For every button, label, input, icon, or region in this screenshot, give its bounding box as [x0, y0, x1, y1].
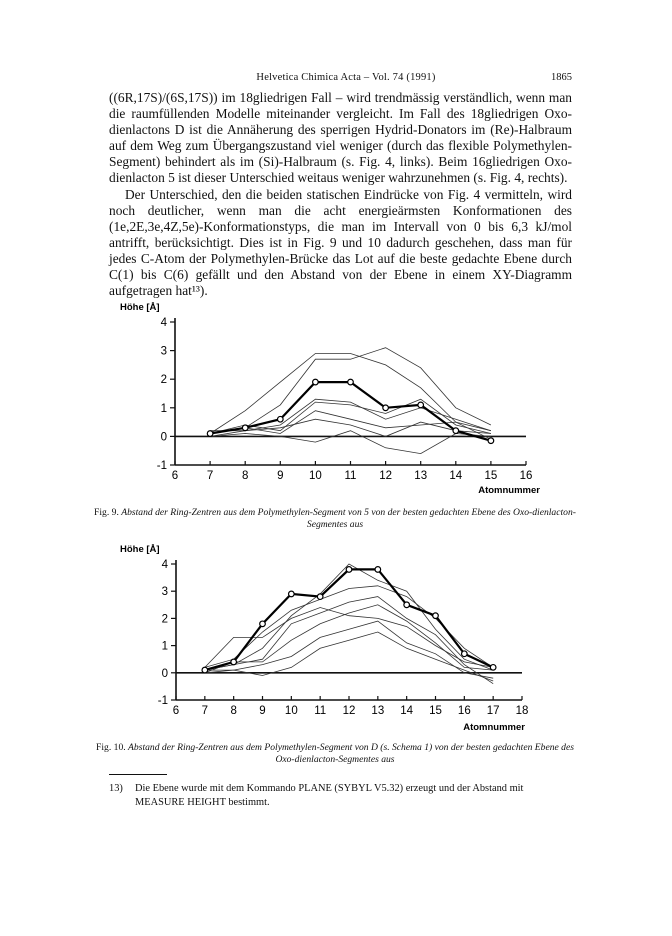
fig10-highlight-point — [346, 567, 352, 573]
fig10-highlight-point — [289, 591, 295, 597]
fig10-y-tick-label: -1 — [157, 695, 168, 707]
fig10-series-3-line — [205, 608, 493, 668]
figure-9-ylabel: Höhe [Å] — [120, 302, 160, 313]
fig10-y-tick-label: 3 — [161, 586, 168, 599]
fig9-series-2-line — [210, 348, 491, 434]
fig10-highlight-point — [231, 659, 237, 665]
fig10-highlight-point — [490, 665, 496, 671]
fig9-x-tick-label: 6 — [171, 470, 179, 482]
fig10-y-tick-label: 4 — [161, 559, 168, 571]
footnote-rule — [109, 774, 167, 775]
journal-title: Helvetica Chimica Acta – Vol. 74 (1991) — [256, 72, 436, 83]
fig9-x-tick-label: 13 — [414, 470, 428, 482]
fig9-highlight-point — [453, 428, 459, 434]
figure-10-xlabel: Atomnummer — [463, 722, 525, 733]
fig9-y-tick-label: 3 — [160, 345, 167, 358]
fig9-x-tick-label: 14 — [449, 470, 463, 482]
footnote-text: Die Ebene wurde mit dem Kommando PLANE (SYBYL V5.32) erzeugt und der Abstand mit MEASURE HEIGHT bestimmt. — [135, 783, 524, 808]
fig9-x-tick-label: 7 — [206, 470, 214, 482]
fig9-highlight-line — [210, 382, 491, 441]
page-number: 1865 — [551, 72, 572, 83]
fig9-highlight-point — [348, 379, 354, 385]
fig9-y-tick-label: 1 — [160, 402, 167, 415]
fig9-y-tick-label: 4 — [160, 317, 167, 329]
figure-9-caption — [90, 507, 580, 531]
fig10-highlight-point — [375, 567, 381, 573]
footnote — [109, 782, 572, 810]
fig10-highlight-point — [202, 667, 208, 673]
fig9-highlight-point — [313, 379, 319, 385]
fig10-x-tick-label: 17 — [486, 705, 500, 717]
fig9-x-tick-label: 12 — [379, 470, 392, 482]
paragraph-1: ((6R,17S)/(6S,17S)) im 18gliedrigen Fall – wird trendmässig verständlich, wenn man die raumfüllenden Modelle miteinander vergleicht. Im Fall des 18gliedrigen Oxo-dienlactons D ist die Annäherung des sperrigen Hydrid-Donators im (Re)-Halbraum auf dem Weg zum Übergangszustand viel weniger (durch das flexible Polymethylen-Segment) behindert als im (Si)-Halbraum (s. Fig. 4, links). Beim 16gliedrigen Oxo-dienlacton 5 ist dieser Unterschied weitaus weniger wahrzunehmen (s. Fig. 4, rechts). — [109, 90, 572, 186]
figure-10-chart — [0, 540, 672, 736]
fig9-highlight-point — [418, 402, 424, 408]
body-text — [109, 90, 572, 299]
fig10-highlight-point — [260, 621, 266, 627]
figure-10-caption-label: Fig. 10. — [96, 742, 126, 753]
fig10-x-tick-label: 7 — [201, 705, 209, 717]
fig9-highlight-point — [207, 431, 213, 437]
fig10-highlight-point — [433, 613, 439, 619]
fig9-y-tick-label: 2 — [160, 374, 167, 387]
figure-9-svg — [0, 296, 672, 496]
fig10-x-tick-label: 14 — [400, 705, 414, 717]
fig10-x-tick-label: 11 — [314, 705, 327, 717]
fig10-x-tick-label: 13 — [371, 705, 385, 717]
fig9-x-tick-label: 15 — [484, 470, 498, 482]
figure-10-svg — [0, 540, 672, 736]
fig10-x-tick-label: 6 — [172, 705, 180, 717]
figure-9-chart — [0, 296, 672, 496]
fig10-x-tick-label: 12 — [342, 705, 356, 717]
fig10-y-tick-label: 2 — [161, 613, 168, 626]
figure-9-xlabel: Atomnummer — [478, 485, 540, 496]
fig10-series-5-line — [205, 605, 493, 673]
fig9-x-tick-label: 9 — [277, 470, 284, 482]
fig9-highlight-point — [383, 405, 389, 411]
fig9-series-4-line — [210, 399, 491, 433]
fig9-y-tick-label: -1 — [156, 460, 167, 472]
paragraph-2: Der Unterschied, den die beiden statischen Eindrücke von Fig. 4 vermitteln, wird noch deutlicher, wenn man die acht energieärmsten Konformationen des (1e,2E,3e,4Z,5e)-Konformationstyps, die man im Intervall von 0 bis 6,3 kJ/mol antrifft, berücksichtigt. Dies ist in Fig. 9 und 10 dadurch geschehen, dass man für jedes C-Atom der Polymethylen-Brücke das Lot auf die beste gedachte Ebene durch C(1) bis C(6) gefällt und den Abstand von der Ebene in einem XY-Diagramm aufgetragen hat¹³). — [109, 186, 572, 299]
fig9-series-7-line — [210, 431, 491, 454]
fig10-x-tick-label: 10 — [284, 705, 298, 717]
fig10-x-tick-label: 9 — [259, 705, 266, 717]
fig10-x-tick-label: 18 — [515, 705, 529, 717]
figure-10-caption — [90, 742, 580, 766]
fig9-highlight-point — [488, 438, 494, 444]
fig10-highlight-point — [317, 594, 323, 600]
figure-10-caption-text: Abstand der Ring-Zentren aus dem Polymethylen-Segment von D (s. Schema 1) von der besten gedachten Ebene des Oxo-dienlacton-Segmentes aus — [128, 742, 574, 765]
fig9-x-tick-label: 10 — [309, 470, 322, 482]
fig9-highlight-point — [242, 425, 248, 431]
fig9-y-tick-label: 0 — [160, 431, 167, 444]
fig10-highlight-point — [462, 651, 468, 657]
fig10-x-tick-label: 15 — [429, 705, 442, 717]
fig9-x-tick-label: 8 — [241, 470, 249, 482]
fig10-x-tick-label: 16 — [457, 705, 471, 717]
fig9-highlight-point — [278, 416, 284, 422]
fig10-highlight-point — [404, 602, 410, 608]
figure-10-ylabel: Höhe [Å] — [120, 544, 160, 555]
figure-9-caption-label: Fig. 9. — [94, 507, 119, 518]
footnote-mark: 13) — [109, 783, 123, 794]
fig9-x-tick-label: 11 — [344, 470, 357, 482]
figure-9-caption-text: Abstand der Ring-Zentren aus dem Polymethylen-Segment von 5 von der besten gedachten Ebene des Oxo-dienlacton-Segmentes aus — [121, 507, 576, 530]
fig10-x-tick-label: 8 — [230, 705, 237, 717]
fig10-y-tick-label: 0 — [161, 667, 168, 680]
fig10-y-tick-label: 1 — [161, 640, 168, 653]
fig9-x-tick-label: 16 — [519, 470, 533, 482]
